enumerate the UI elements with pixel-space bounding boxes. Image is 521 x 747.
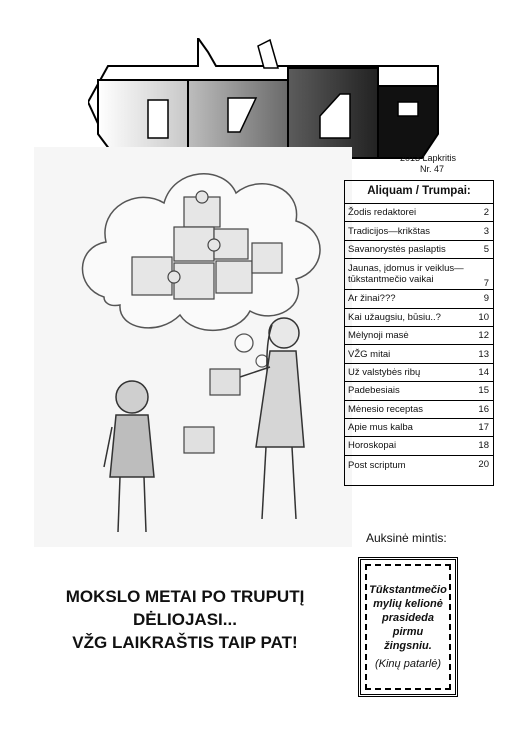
- thought-frame: [365, 564, 451, 690]
- toc-item-label: Žodis redaktorei: [348, 207, 417, 219]
- headline-line-1: MOKSLO METAI PO TRUPUTĮ: [65, 587, 305, 606]
- toc-item-page: 17: [478, 422, 489, 434]
- headline-line-2: DĖLIOJASI...: [133, 610, 237, 629]
- toc-item-label: Mėnesio receptas: [348, 403, 423, 415]
- toc-item-page: 14: [478, 366, 489, 378]
- toc-item: [345, 437, 493, 455]
- issue-info: [400, 153, 500, 175]
- toc-item-page: 12: [478, 330, 489, 342]
- toc-item: [345, 259, 493, 290]
- toc-item: [345, 204, 493, 222]
- toc-item-label: Ar žinai???: [348, 293, 396, 305]
- toc-item-page: 5: [483, 243, 489, 255]
- toc-title: Aliquam / Trumpai:: [345, 181, 493, 204]
- toc-item-page: 10: [478, 311, 489, 323]
- thought-source: (Kinų patarlė): [374, 658, 442, 670]
- table-of-contents: [344, 180, 494, 486]
- toc-item: [345, 382, 493, 400]
- toc-item: [345, 364, 493, 382]
- toc-item-page: 15: [478, 385, 489, 397]
- thought-box: [358, 557, 458, 697]
- issue-number: Nr. 47: [420, 164, 445, 174]
- thought-label: Auksinė mintis:: [366, 531, 447, 545]
- toc-item-label: Apie mus kalba: [348, 422, 413, 434]
- toc-item-page: 3: [483, 225, 489, 237]
- toc-item-label: Savanorystės paslaptis: [348, 243, 446, 255]
- toc-item-label: Padebesiais: [348, 385, 400, 397]
- toc-item: [345, 345, 493, 363]
- toc-item-label: Post scriptum: [348, 459, 406, 471]
- toc-item-label: Jaunas, įdomus ir veiklus—tūkstantmečio vaikai: [348, 263, 464, 286]
- toc-item: [345, 222, 493, 240]
- thought-text: Tūkstantmečio mylių kelionė prasideda pirmu žingsniu.: [369, 584, 447, 652]
- issue-date: 2013 Lapkritis: [400, 153, 457, 163]
- cover-headline: [24, 585, 346, 654]
- toc-item-label: Kai užaugsiu, būsiu..?: [348, 311, 441, 323]
- toc-item-label: Už valstybės ribų: [348, 366, 421, 378]
- toc-item-label: Tradicijos—krikštas: [348, 225, 430, 237]
- toc-item: [345, 290, 493, 308]
- toc-item: [345, 309, 493, 327]
- toc-item-page: 18: [478, 440, 489, 452]
- toc-item-page: 7: [483, 278, 489, 290]
- toc-item-label: Horoskopai: [348, 440, 397, 452]
- toc-item-page: 13: [478, 348, 489, 360]
- toc-item-page: 2: [483, 207, 489, 219]
- toc-item-page: 16: [478, 403, 489, 415]
- cover-illustration: [34, 147, 352, 547]
- toc-item: [345, 241, 493, 259]
- headline-line-3: VŽG LAIKRAŠTIS TAIP PAT!: [72, 633, 298, 652]
- toc-item: [345, 401, 493, 419]
- toc-item-page: 20: [478, 458, 489, 470]
- toc-item-page: 9: [483, 293, 489, 305]
- masthead-logo: [88, 38, 440, 160]
- toc-item: [345, 327, 493, 345]
- toc-item: [345, 456, 493, 485]
- toc-item-label: Mėlynoji masė: [348, 330, 409, 342]
- toc-item: [345, 419, 493, 437]
- toc-item-label: VŽG mitai: [348, 348, 391, 360]
